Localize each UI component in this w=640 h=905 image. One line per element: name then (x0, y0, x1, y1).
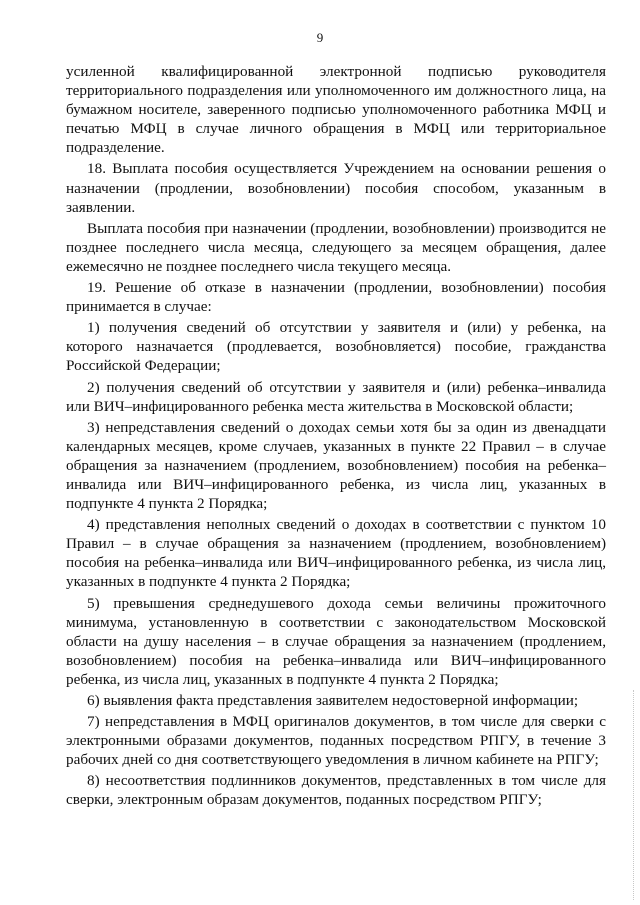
paragraph-subitem-3: 3) непредставления сведений о доходах семьи хотя бы за один из двенадцати календарных месяцев, кроме случаев, указанных в пункте 22 Правил – в случае обращения за назначением (продлением, возобновлением) пособия на ребенка–инвалида или ВИЧ–инфицированного ребенка, из числа лиц, указанных в подпункте 4 пункта 2 Порядка; (66, 418, 606, 513)
scan-edge-artifact (633, 690, 634, 900)
paragraph-subitem-2: 2) получения сведений об отсутствии у заявителя и (или) ребенка–инвалида или ВИЧ–инфицированного ребенка места жительства в Московской области; (66, 378, 606, 415)
paragraph-subitem-7: 7) непредставления в МФЦ оригиналов документов, в том числе для сверки с электронными образами документов, поданных посредством РПГУ, в течение 3 рабочих дней со дня соответствующего уведомления в личном кабинете на РПГУ; (66, 713, 606, 769)
paragraph-continuation: усиленной квалифицированной электронной подписью руководителя территориального подразделения или уполномоченного им должностного лица, на бумажном носителе, заверенного подписью уполномоченного работника МФЦ и печатью МФЦ в случае личного обращения в МФЦ или территориальное подразделение. (66, 63, 606, 157)
page-number: 9 (316, 30, 324, 45)
paragraph-subitem-8: 8) несоответствия подлинников документов, представленных в том числе для сверки, электронным образам документов, поданных посредством РПГУ; (66, 772, 606, 809)
document-body (66, 62, 606, 810)
paragraph-item-19: 19. Решение об отказе в назначении (продлении, возобновлении) пособия принимается в случае: (66, 279, 606, 316)
paragraph-payment-terms: Выплата пособия при назначении (продлении, возобновлении) производится не позднее последнего числа месяца, следующего за месяцем обращения, далее ежемесячно не позднее последнего числа текущего месяца. (66, 219, 606, 275)
paragraph-item-18: 18. Выплата пособия осуществляется Учреждением на основании решения о назначении (продлении, возобновлении) пособия способом, указанным в заявлении. (66, 160, 606, 216)
paragraph-subitem-5: 5) превышения среднедушевого дохода семьи величины прожиточного минимума, установленную в соответствии с законодательством Московской области на душу населения – в случае обращения за назначением (продлением, возобновлением) пособия на ребенка–инвалида или ВИЧ–инфицированного ребенка, из числа лиц, указанных в подпункте 4 пункта 2 Порядка; (66, 594, 606, 688)
paragraph-subitem-1: 1) получения сведений об отсутствии у заявителя и (или) у ребенка, на которого назначается (продлевается, возобновляется) пособие, гражданства Российской Федерации; (66, 319, 606, 375)
paragraph-subitem-4: 4) представления неполных сведений о доходах в соответствии с пунктом 10 Правил – в случае обращения за назначением (продлением, возобновлением) пособия на ребенка–инвалида или ВИЧ–инфицированного ребенка, из числа лиц, указанных в подпункте 4 пункта 2 Порядка; (66, 516, 606, 591)
paragraph-subitem-6: 6) выявления факта представления заявителем недостоверной информации; (87, 692, 579, 709)
